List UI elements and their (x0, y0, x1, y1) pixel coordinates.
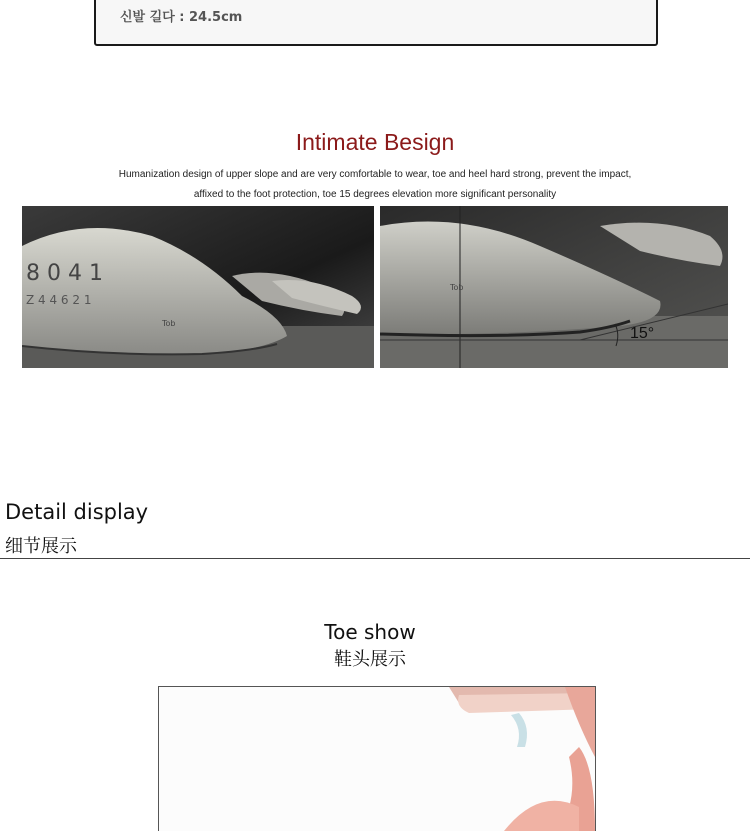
last-marking-big: 8 0 4 1 (26, 261, 103, 286)
toe-angle-label: 15° (630, 325, 655, 342)
section-divider (0, 558, 750, 559)
intimate-desc-line-2: affixed to the foot protection, toe 15 degrees elevation more significant personality (193, 189, 557, 200)
intimate-desc-line-1: Humanization design of upper slope and are very comfortable to wear, toe and heel hard strong, prevent the impact, (118, 169, 632, 180)
toe-show-title-cn: 鞋头展示 (334, 649, 406, 670)
last-marking-toe: Tob (162, 319, 176, 328)
toe-show-title: Toe show (324, 620, 416, 644)
detail-display-title: Detail display (5, 500, 149, 524)
intimate-design-title: Intimate Besign (295, 129, 455, 155)
shoe-last-photo-right (380, 206, 728, 368)
toe-photo (158, 686, 596, 831)
last-marking-toe-right: Tob (450, 283, 464, 292)
shoe-length-box (94, 0, 658, 46)
detail-display-title-cn: 细节展示 (5, 536, 77, 557)
shoe-length-label: 신발 길다 : 24.5cm (120, 10, 243, 25)
shoe-last-photo-left (22, 206, 374, 368)
last-marking-small: Z 4 4 6 2 1 (26, 293, 92, 307)
